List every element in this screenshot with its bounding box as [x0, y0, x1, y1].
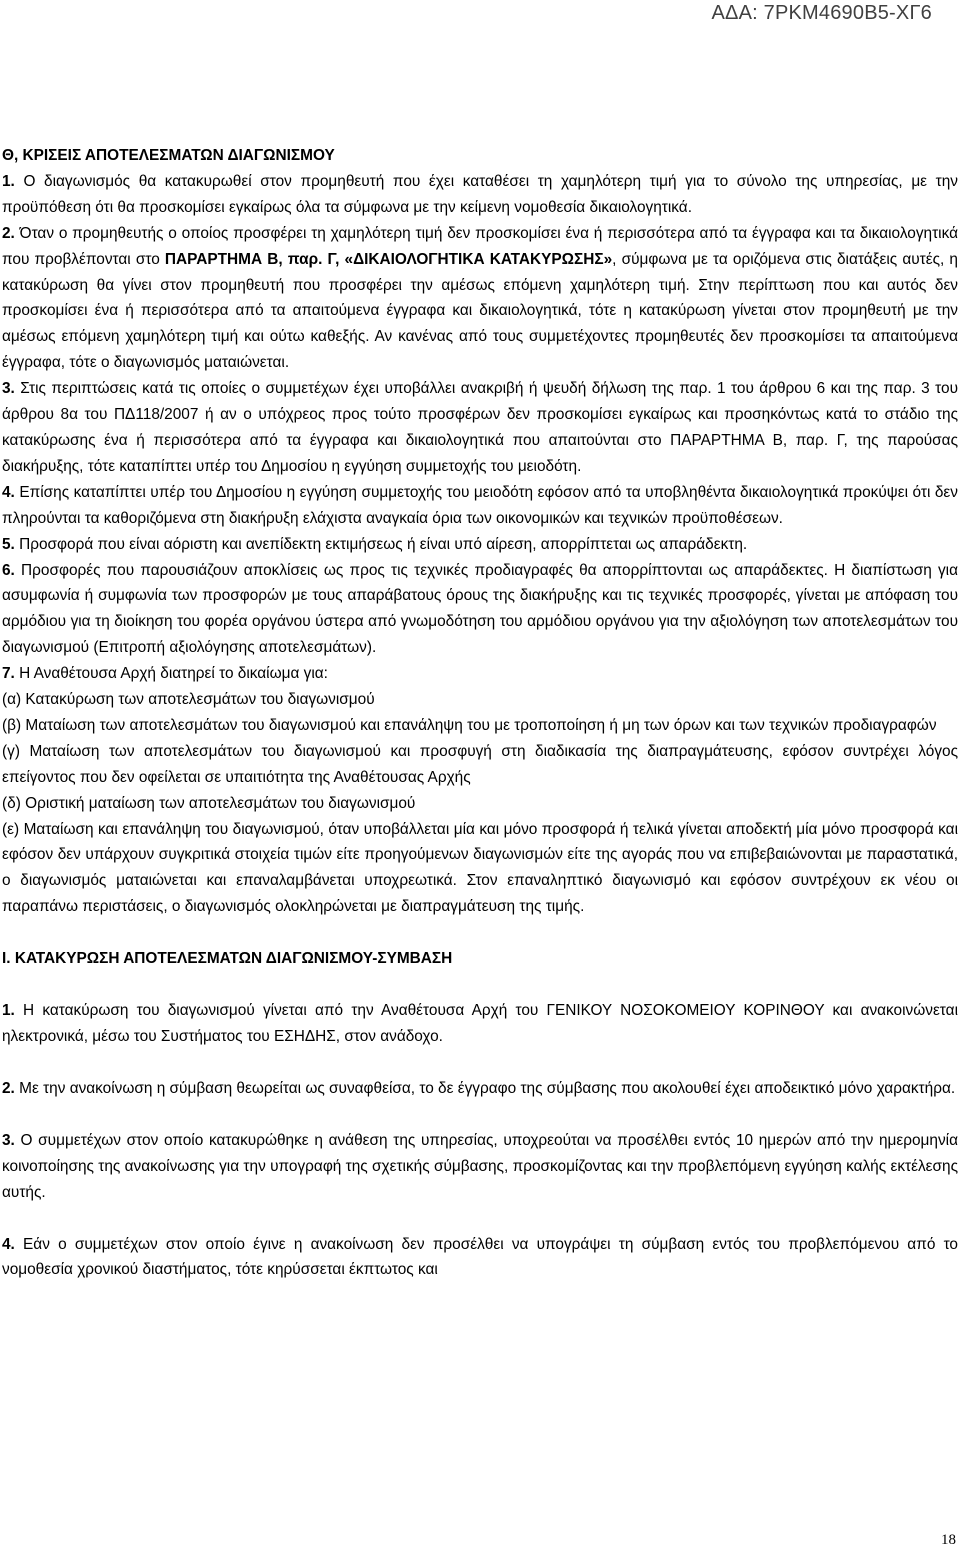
paragraph-number: 6.: [2, 561, 15, 579]
theta-paragraph-4: [2, 480, 958, 532]
paragraph-text: Στις περιπτώσεις κατά τις οποίες ο συμμετέχων έχει υποβάλλει ανακριβή ή ψευδή δήλωση της παρ. 1 του άρθρου 6 και της παρ. 3 του άρθρου 8α του ΠΔ118/2007 ή αν ο υπόχρεος προς τούτο προσφέρων δεν προσκομίσει εγκαίρως και προσηκόντως κατά το στάδιο της κατακύρωσης ένα ή περισσότερα από τα έγγραφα και δικαιολογητικά που απαιτούνται στο ΠΑΡΑΡΤΗΜΑ Β, παρ. Γ, της παρούσας διακήρυξης, τότε καταπίπτει υπέρ του Δημοσίου η εγγύηση συμμετοχής του μειοδότη.: [2, 380, 958, 475]
theta-paragraph-7: [2, 661, 958, 687]
paragraph-number: 1.: [2, 172, 15, 190]
paragraph-number: 2.: [2, 1079, 15, 1097]
paragraph-text: Η κατακύρωση του διαγωνισμού γίνεται από την Αναθέτουσα Αρχή του ΓΕΝΙΚΟΥ ΝΟΣΟΚΟΜΕΙΟΥ ΚΟΡΙΝΘΟΥ και ανακοινώνεται ηλεκτρονικά, μέσω του Συστήματος του ΕΣΗΔΗΣ, στον ανάδοχο.: [2, 1002, 958, 1045]
paragraph-text: Εάν ο συμμετέχων στον οποίο έγινε η ανακοίνωση δεν προσέλθει να υπογράψει τη σύμβαση εντός του προβλεπόμενου από το νομοθεσία χρονικού διαστήματος, τότε κηρύσσεται έκπτωτος και: [2, 1235, 958, 1279]
theta-paragraph-2: [2, 221, 958, 376]
spacer: [2, 1206, 958, 1232]
paragraph-number: 4.: [2, 483, 15, 501]
ada-code: ΑΔΑ: 7ΡΚΜ4690Β5-ΧΓ6: [711, 2, 932, 24]
theta-paragraph-5: [2, 532, 958, 558]
paragraph-number: 2.: [2, 224, 15, 242]
section-iota-title: Ι. ΚΑΤΑΚΥΡΩΣΗ ΑΠΟΤΕΛΕΣΜΑΤΩΝ ΔΙΑΓΩΝΙΣΜΟΥ-ΣΥΜΒΑΣΗ: [2, 950, 453, 968]
paragraph-number: 3.: [2, 380, 15, 398]
iota-paragraph-1: [2, 998, 958, 1050]
iota-paragraph-2: [2, 1076, 958, 1102]
list-item-e: (ε) Ματαίωση και επανάληψη του διαγωνισμού, όταν υποβάλλεται μία και μόνο προσφορά ή τελικά γίνεται αποδεκτή μία μόνο προσφορά και εφόσον δεν υπάρχουν συγκριτικά στοιχεία τιμών είτε προηγούμενων διαγωνισμών είτε της αγοράς που να επιβεβαιώνονται με παραστατικά, ο διαγωνισμός ματαιώνεται και επαναλαμβάνεται υποχρεωτικά. Στον επαναληπτικό διαγωνισμό και εφόσον συντρέχουν εκ νέου οι παραπάνω περιστάσεις, ο διαγωνισμός ολοκληρώνεται με διαπραγμάτευση της τιμής.: [2, 820, 958, 916]
paragraph-text: Ο διαγωνισμός θα κατακυρωθεί στον προμηθευτή που έχει καταθέσει τη χαμηλότερη τιμή για το σύνολο της υπηρεσίας, με την προϋπόθεση ότι θα προσκομίσει εγκαίρως όλα τα σύμφωνα με την κείμενη νομοθεσία δικαιολογητικά.: [2, 172, 958, 216]
spacer: [2, 1050, 958, 1076]
theta-paragraph-6: [2, 558, 958, 662]
paragraph-text: Η Αναθέτουσα Αρχή διατηρεί το δικαίωμα για:: [14, 665, 328, 683]
list-item-a: (α) Κατακύρωση των αποτελεσμάτων του διαγωνισμού: [2, 691, 375, 709]
spacer: [2, 1102, 958, 1128]
paragraph-text: Με την ανακοίνωση η σύμβαση θεωρείται ως συναφθείσα, το δε έγγραφο της σύμβασης που ακολουθεί έχει αποδεικτικό μόνο χαρακτήρα.: [14, 1079, 956, 1097]
paragraph-number: 7.: [2, 665, 15, 683]
iota-paragraph-3: [2, 1128, 958, 1206]
theta-paragraph-3: [2, 376, 958, 480]
paragraph-number: 3.: [2, 1131, 15, 1149]
spacer: [2, 972, 958, 998]
section-theta-title: Θ, ΚΡΙΣΕΙΣ ΑΠΟΤΕΛΕΣΜΑΤΩΝ ΔΙΑΓΩΝΙΣΜΟΥ: [2, 147, 335, 164]
paragraph-text: Προσφορές που παρουσιάζουν αποκλίσεις ως προς τις τεχνικές προδιαγραφές θα απορρίπτονται ως απαράδεκτες. Η διαπίστωση για ασυμφωνία ή συμφωνία των προσφορών με τους απαράβατους όρους της διακήρυξης και τις τεχνικές προσφορές, γίνεται με απόφαση του αρμόδιου για τη διοίκηση του φορέα οργάνου ύστερα από γνωμοδότηση του αρμόδιου οργάνου για την αξιολόγηση των αποτελεσμάτων του διαγωνισμού (Επιτροπή αξιολόγησης αποτελεσμάτων).: [2, 561, 958, 657]
paragraph-text: Ο συμμετέχων στον οποίο κατακυρώθηκε η ανάθεση της υπηρεσίας, υποχρεούται να προσέλθει εντός 10 ημερών από την ημερομηνία κοινοποίησης της ανακοίνωσης για την υπογραφή της σχετικής σύμβασης, προσκομίζοντας και την προβλεπόμενη εγγύηση καλής εκτέλεσης αυτής.: [2, 1131, 958, 1201]
theta-paragraph-1: [2, 169, 958, 221]
annex-reference: ΠΑΡΑΡΤΗΜΑ Β, παρ. Γ, «ΔΙΚΑΙΟΛΟΓΗΤΙΚΑ ΚΑΤΑΚΥΡΩΣΗΣ»: [164, 250, 613, 268]
paragraph-text: Όταν ο προμηθευτής ο οποίος προσφέρει τη χαμηλότερη τιμή δεν προσκομίσει ένα ή περισσότερα από τα έγγραφα και τα δικαιολογητικά που προβλέπονται στο: [2, 224, 958, 268]
page-number: 18: [941, 1532, 956, 1548]
paragraph-text: , σύμφωνα με τα οριζόμενα στις διατάξεις αυτές, η κατακύρωση θα γίνει στον προμηθευτή που προσφέρει την αμέσως επόμενη χαμηλότερη τιμή. Στην περίπτωση που και αυτός δεν προσκομίσει ένα ή περισσότερα από τα απαιτούμενα έγγραφα και δικαιολογητικά, τότε η κατακύρωση γίνεται στον προμηθευτή με την αμέσως επόμενη χαμηλότερη τιμή και ούτω καθεξής. Αν κανένας από τους συμμετέχοντες προμηθευτές δεν προσκομίσει τα απαιτούμενα έγγραφα, τότε ο διαγωνισμός ματαιώνεται.: [2, 250, 958, 372]
list-item-b: (β) Ματαίωση των αποτελεσμάτων του διαγωνισμού και επανάληψη του με τροποποίηση ή μη των όρων και των τεχνικών προδιαγραφών: [2, 716, 937, 734]
paragraph-number: 1.: [2, 1002, 15, 1020]
paragraph-number: 4.: [2, 1235, 15, 1253]
document-body: [2, 143, 958, 1283]
list-item-c: (γ) Ματαίωση των αποτελεσμάτων του διαγωνισμού και προσφυγή στη διαδικασία της διαπραγμάτευσης, εφόσον συντρέχει λόγος επείγοντος που δεν οφείλεται σε υπαιτιότητα της Αναθέτουσας Αρχής: [2, 742, 958, 786]
iota-paragraph-4: [2, 1232, 958, 1284]
paragraph-number: 5.: [2, 535, 15, 553]
spacer: [2, 920, 958, 946]
paragraph-text: Επίσης καταπίπτει υπέρ του Δημοσίου η εγγύηση συμμετοχής του μειοδότη εφόσον από τα υποβληθέντα δικαιολογητικά προκύψει ότι δεν πληρούνται τα καθοριζόμενα στη διακήρυξη ελάχιστα αναγκαία όρια των οικονομικών και τεχνικών προϋποθέσεων.: [2, 483, 958, 527]
list-item-d: (δ) Οριστική ματαίωση των αποτελεσμάτων του διαγωνισμού: [2, 794, 416, 812]
paragraph-text: Προσφορά που είναι αόριστη και ανεπίδεκτη εκτιμήσεως ή είναι υπό αίρεση, απορρίπτεται ως απαράδεκτη.: [14, 535, 748, 553]
